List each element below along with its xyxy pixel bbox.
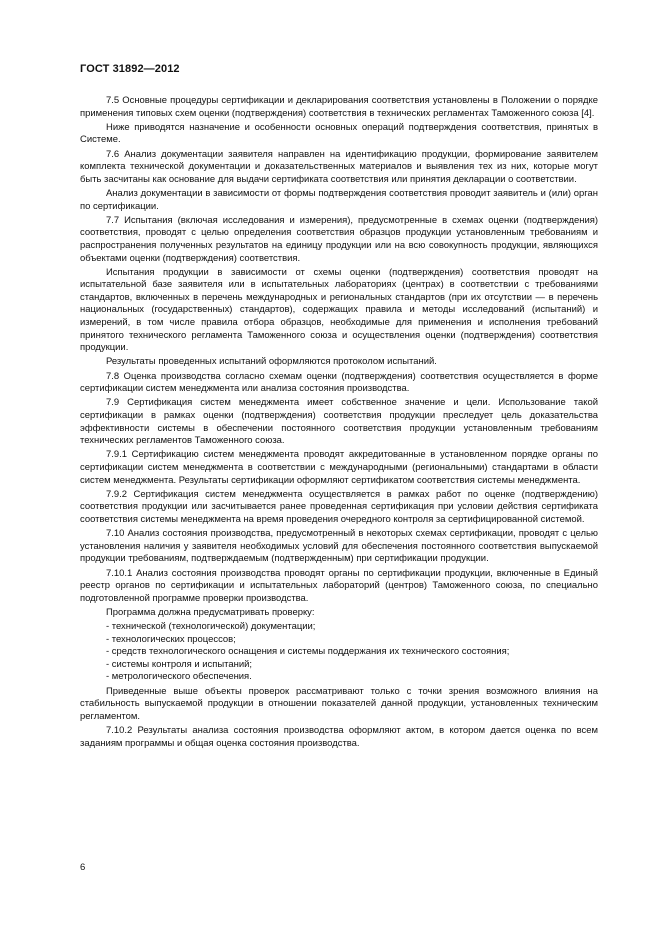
paragraph: Испытания продукции в зависимости от схемы оценки (подтверждения) соответствия проводят на испытательной базе заявителя или в испытательных лабораториях (центрах) в соответствии с требованиями стандартов, включенных в перечень международных и региональных стандартов (при их отсутствии — в перечень национальных (государственных) стандартов), содержащих правила и методы исследований (испытаний) и измерений, в том числе правила отбора образцов, необходимые для применения и исполнения требований принятого технического регламента Таможенного союза и осуществления оценки (подтверждения) соответствия продукции. <box>80 266 598 354</box>
document-header: ГОСТ 31892—2012 <box>80 63 180 75</box>
paragraph: 7.9.2 Сертификация систем менеджмента осуществляется в рамках работ по оценке (подтверждению) соответствия продукции или засчитывается ранее проведенная сертификация при условии действия сертификата соответствия системы менеджмента на время проведения очередного контроля за сертифицированной системой. <box>80 488 598 525</box>
document-body <box>80 95 598 752</box>
paragraph: Анализ документации в зависимости от формы подтверждения соответствия проводит заявитель и (или) орган по сертификации. <box>80 187 598 212</box>
page-number: 6 <box>80 862 86 873</box>
paragraph: Ниже приводятся назначение и особенности основных операций подтверждения соответствия, принятых в Системе. <box>80 121 598 146</box>
paragraph: 7.8 Оценка производства согласно схемам оценки (подтверждения) соответствия осуществляется в форме сертификации систем менеджмента или анализа состояния производства. <box>80 370 598 395</box>
list-item: - метрологического обеспечения. <box>106 671 252 683</box>
list-item: - средств технологического оснащения и системы поддержания их технического состояния; <box>106 646 510 658</box>
list-item: - технологических процессов; <box>106 633 236 645</box>
paragraph: Приведенные выше объекты проверок рассматривают только с точки зрения возможного влияния на стабильность выпускаемой продукции в отношении показателей данной продукции, установленных техническим регламентом. <box>80 685 598 722</box>
paragraph: 7.10.1 Анализ состояния производства проводят органы по сертификации продукции, включенные в Единый реестр органов по сертификации и испытательных лабораторий (центров) Таможенного союза, по специально подготовленной программе проверки производства. <box>80 567 598 604</box>
paragraph: 7.9.1 Сертификацию систем менеджмента проводят аккредитованные в установленном порядке органы по сертификации систем менеджмента в соответствии с международными (региональными) стандартами в области систем менеджмента. Результаты сертификации оформляют сертификатом соответствия системы менеджмента. <box>80 449 598 486</box>
paragraph: 7.7 Испытания (включая исследования и измерения), предусмотренные в схемах оценки (подтверждения) соответствия, проводят с целью определения соответствия образцов продукции установленным требованиям и распространения полученных результатов на единицу продукции или на всю совокупность продукции, являющихся объектами оценки (подтверждения) соответствия. <box>80 214 598 264</box>
paragraph: 7.5 Основные процедуры сертификации и декларирования соответствия установлены в Положении о порядке применения типовых схем оценки (подтверждения) соответствия в технических регламентах Таможенного союза [4]. <box>80 95 598 119</box>
list-item: - системы контроля и испытаний; <box>106 658 252 670</box>
paragraph: 7.9 Сертификация систем менеджмента имеет собственное значение и цели. Использование такой сертификации в рамках оценки (подтверждения) соответствия продукции преследует цель доказательства эффективности системы в обеспечении постоянного соответствия продукции установленным требованиям технических регламентов Таможенного союза. <box>80 397 598 447</box>
list-item: - технической (технологической) документации; <box>106 621 316 633</box>
paragraph: Результаты проведенных испытаний оформляются протоколом испытаний. <box>106 356 437 368</box>
paragraph: Программа должна предусматривать проверку: <box>106 606 315 618</box>
paragraph: 7.6 Анализ документации заявителя направлен на идентификацию продукции, формирование заявителем комплекта технической документации и доказательственных материалов и выявления тех из них, которые могут быть засчитаны как основание для выдачи сертификата соответствия или принятия декларации о соответствии. <box>80 148 598 185</box>
paragraph: 7.10.2 Результаты анализа состояния производства оформляют актом, в котором дается оценка по всем заданиям программы и общая оценка состояния производства. <box>80 725 598 749</box>
paragraph: 7.10 Анализ состояния производства, предусмотренный в некоторых схемах сертификации, проводят с целью установления наличия у заявителя необходимых условий для обеспечения постоянного соответствия выпускаемой продукции требованиям, подтверждаемым (подтвержденным) при сертификации продукции. <box>80 528 598 565</box>
